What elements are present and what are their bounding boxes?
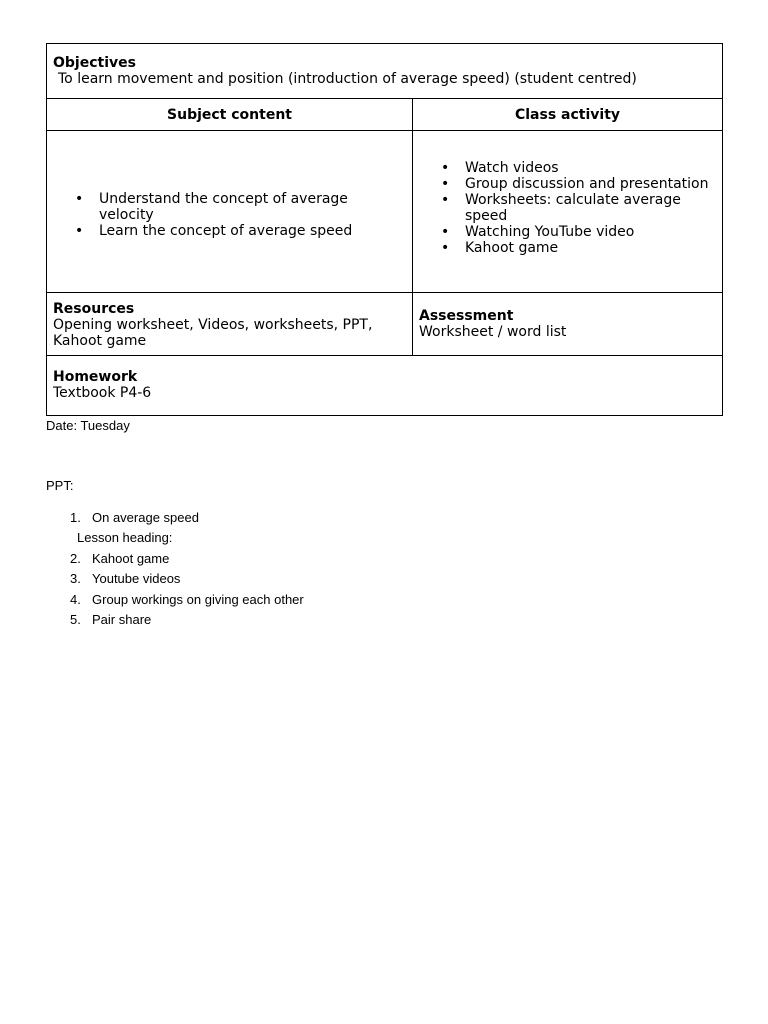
ppt-list [46,508,304,630]
lesson-plan-table [46,43,723,416]
assessment-heading: Assessment [419,308,514,324]
assessment-cell [413,293,723,356]
bullet-icon: • [441,175,450,192]
bullet-icon: • [441,159,450,176]
homework-cell [47,356,723,416]
subject-content-cell [47,131,413,293]
resources-heading: Resources [53,301,135,317]
list-number: 3. [70,571,81,587]
list-item: • Watch videos [441,159,559,176]
homework-heading: Homework [53,369,138,385]
subject-content-header: Subject content [47,99,413,131]
date-line: Date: Tuesday [46,418,130,433]
bullet-icon: • [75,222,84,239]
list-item: • Kahoot game [441,239,559,256]
list-item: Lesson heading: [77,530,173,546]
list-item: 4. Group workings on giving each other [46,590,304,610]
bullet-icon: • [441,239,450,256]
list-number: 2. [70,550,81,566]
list-item: 2. Kahoot game [46,549,304,569]
list-item: 5. Pair share [46,610,304,630]
bullet-icon: • [441,191,450,208]
objectives-cell [47,44,723,99]
list-item: 1. On average speed [46,508,304,528]
list-number: 4. [70,591,81,607]
homework-text: Textbook P4-6 [53,385,152,401]
class-activity-list [419,160,716,256]
list-item: • Understand the concept of average velocity [75,190,348,223]
list-number: 1. [70,510,81,525]
bullet-icon: • [441,223,450,240]
subject-content-list [53,191,406,239]
list-item: 3. Youtube videos [46,569,304,589]
objectives-text: To learn movement and position (introduction of average speed) (student centred) [58,71,637,87]
list-item: • Learn the concept of average speed [75,222,353,239]
class-activity-cell [413,131,723,293]
list-number: 5. [70,612,81,628]
list-item: • Group discussion and presentation [441,175,709,192]
ppt-label: PPT: [46,478,74,493]
list-item: • Worksheets: calculate average speed [441,191,681,224]
list-item: • Watching YouTube video [441,223,635,240]
class-activity-header: Class activity [413,99,723,131]
bullet-icon: • [75,190,84,207]
objectives-heading: Objectives [53,55,136,71]
resources-text: Opening worksheet, Videos, worksheets, PPT, Kahoot game [53,317,373,349]
resources-cell [47,293,413,356]
assessment-text: Worksheet / word list [419,324,567,340]
